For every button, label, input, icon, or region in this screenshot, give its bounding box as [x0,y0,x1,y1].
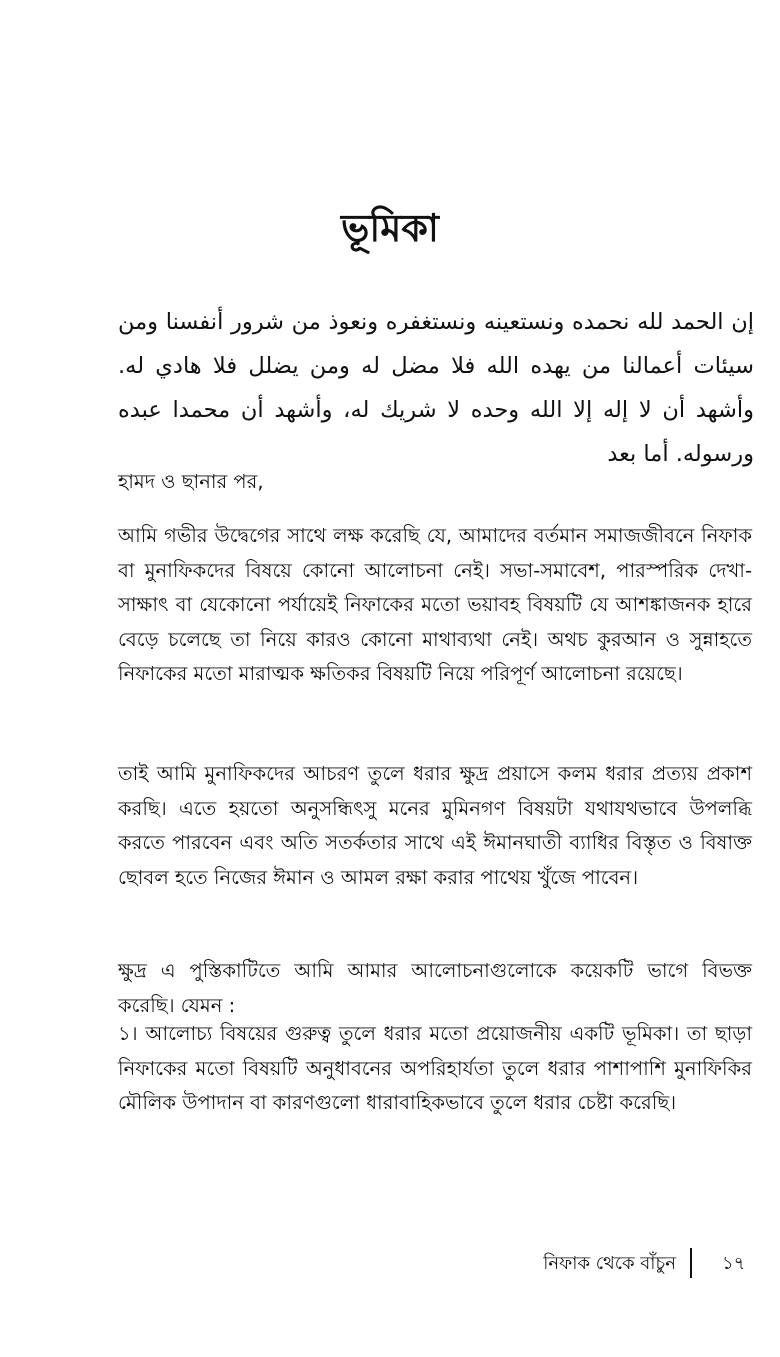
running-footer-title: নিফাক থেকে বাঁচুন [543,1253,676,1274]
salutation-line: হামদ ও ছানার পর, [118,470,264,493]
page-footer [0,1246,780,1282]
paragraph-2: তাই আমি মুনাফিকদের আচরণ তুলে ধরার ক্ষুদ্র প্রয়াসে কলম ধরার প্রত্যয় প্রকাশ করছি। এতে হয়তো অনুসন্ধিৎসু মনের মুমিনগণ বিষয়টা যথাযথভাবে উপলব্ধি করতে পারবেন এবং অতি সতর্কতার সাথে এই ঈমানঘাতী ব্যাধির বিস্তৃত ও বিষাক্ত ছোবল হতে নিজের ঈমান ও আমল রক্ষা করার পাথেয় খুঁজে পাবেন। [118,762,752,889]
page-number: ১৭ [722,1253,746,1274]
chapter-title: ভূমিকা [341,206,439,250]
paragraph-3: ক্ষুদ্র এ পুস্তিকাটিতে আমি আমার আলোচনাগুলোকে কয়েকটি ভাগে বিভক্ত করেছি। যেমন : [118,959,752,1017]
paragraph-4: ১। আলোচ্য বিষয়ের গুরুত্ব তুলে ধরার মতো প্রয়োজনীয় একটি ভূমিকা। তা ছাড়া নিফাকের মতো বিষয়টি অনুধাবনের অপরিহার্যতা তুলে ধরার পাশাপাশি মুনাফিকির মৌলিক উপাদান বা কারণগুলো ধারাবাহিকভাবে তুলে ধরার চেষ্টা করেছি। [118,1022,752,1114]
footer-divider [690,1248,692,1278]
paragraph-1: আমি গভীর উদ্বেগের সাথে লক্ষ করেছি যে, আমাদের বর্তমান সমাজজীবনে নিফাক বা মুনাফিকদের বিষয়ে কোনো আলোচনা নেই। সভা-সমাবেশ, পারস্পরিক দেখা-সাক্ষাৎ বা যেকোনো পর্যায়েই নিফাকের মতো ভয়াবহ বিষয়টি যে আশঙ্কাজনক হারে বেড়ে চলেছে তা নিয়ে কারও কোনো মাথাব্যথা নেই। অথচ কুরআন ও সুন্নাহতে নিফাকের মতো মারাত্মক ক্ষতিকর বিষয়টি নিয়ে পরিপূর্ণ আলোচনা রয়েছে। [118,524,752,685]
arabic-opening-text: إن الحمد لله نحمده ونستعينه ونستغفره ونعوذ من شرور أنفسنا ومن سيئات أعمالنا من يهده الله فلا مضل له ومن يضلل فلا هادي له. وأشهد أن لا إله إلا الله وحده لا شريك له، وأشهد أن محمدا عبده ورسوله. أما بعد [118,309,754,467]
